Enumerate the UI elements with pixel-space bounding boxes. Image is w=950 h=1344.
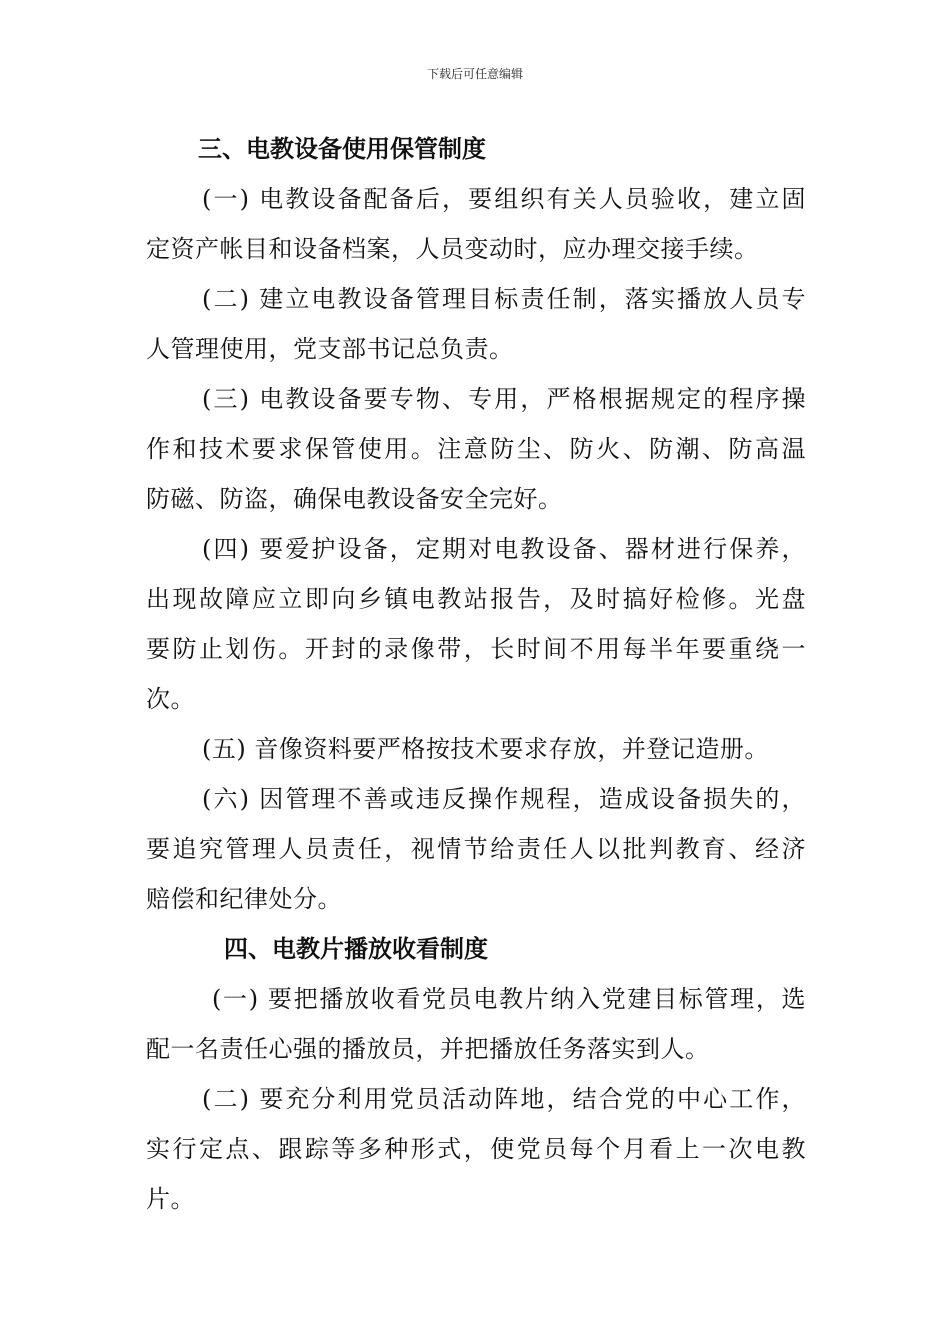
header-note: 下载后可任意编辑	[426, 67, 523, 81]
s4-p2-line-1: (二) 要充分利用党员活动阵地，结合党的中心工作，	[202, 1085, 806, 1113]
s3-p6-line-1: (六) 因管理不善或违反操作规程，造成设备损失的，	[202, 785, 806, 813]
s3-p5-line-1: (五) 音像资料要严格按技术要求存放，并登记造册。	[202, 735, 769, 763]
s4-p2-line-3: 片。	[146, 1185, 195, 1213]
s3-p6-line-3: 赔偿和纪律处分。	[146, 885, 342, 913]
s3-p4-line-4: 次。	[146, 685, 195, 713]
s3-p2-line-1: (二) 建立电教设备管理目标责任制，落实播放人员专	[202, 285, 806, 313]
s3-p3-line-1: (三) 电教设备要专物、专用，严格根据规定的程序操	[202, 385, 806, 413]
s4-p2-line-2: 实行定点、跟踪等多种形式，使党员每个月看上一次电教	[146, 1135, 806, 1163]
s3-p4-line-2: 出现故障应立即向乡镇电教站报告，及时搞好检修。光盘	[146, 585, 806, 613]
s3-p3-line-3: 防磁、防盗，确保电教设备安全完好。	[146, 485, 563, 513]
s3-p6-line-2: 要追究管理人员责任，视情节给责任人以批判教育、经济	[146, 835, 806, 863]
s3-p3-line-2: 作和技术要求保管使用。注意防尘、防火、防潮、防高温	[146, 435, 806, 463]
s3-p2-line-2: 人管理使用，党支部书记总负责。	[146, 335, 514, 363]
section-4-title: 四、电教片播放收看制度	[224, 935, 488, 963]
s3-p4-line-1: (四) 要爱护设备，定期对电教设备、器材进行保养，	[202, 535, 806, 563]
s4-p1-line-2: 配一名责任心强的播放员，并把播放任务落实到人。	[146, 1035, 710, 1063]
document-body	[146, 124, 806, 1224]
s3-p1-line-2: 定资产帐目和设备档案，人员变动时，应办理交接手续。	[146, 235, 759, 263]
s3-p1-line-1: (一) 电教设备配备后，要组织有关人员验收，建立固	[202, 185, 806, 213]
section-3-title: 三、电教设备使用保管制度	[198, 135, 486, 163]
s4-p1-line-1: (一) 要把播放收看党员电教片纳入党建目标管理，选	[212, 985, 806, 1013]
s3-p4-line-3: 要防止划伤。开封的录像带，长时间不用每半年要重绕一	[146, 635, 806, 663]
